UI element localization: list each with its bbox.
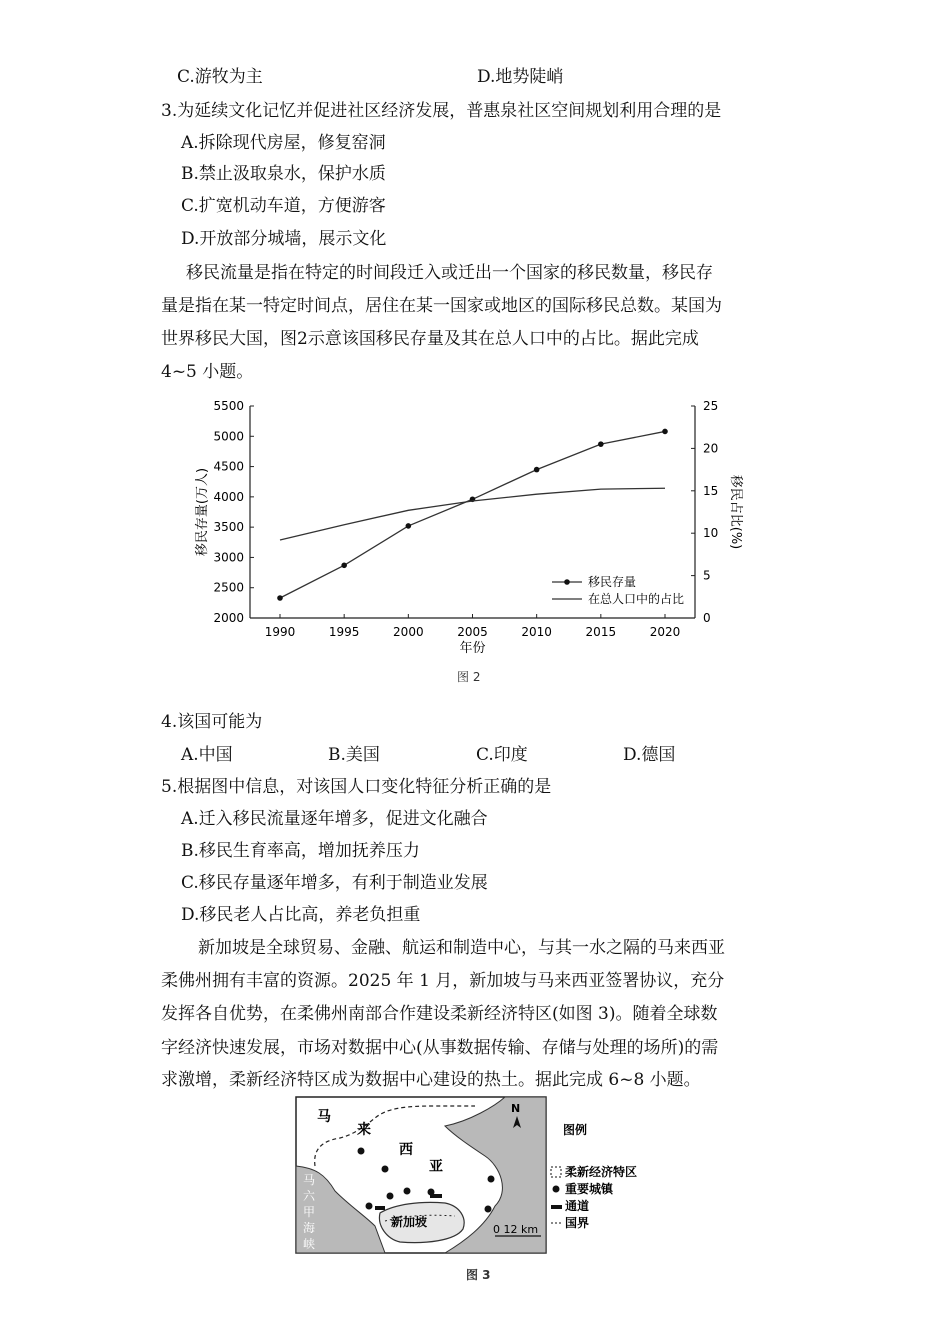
x-tick-label: 1995 [328, 625, 360, 639]
scale-label: 0 12 km [493, 1223, 539, 1236]
x-axis-label: 年份 [459, 641, 486, 656]
legend-label-stock: 移民存量 [588, 575, 637, 589]
data-point [662, 429, 668, 435]
y-left-tick-label: 5000 [213, 429, 244, 444]
q2-option-c: C.游牧为主 [177, 67, 263, 87]
passage2-line-3: 发挥各自优势，在柔佛州南部合作建设柔新经济特区(如图 3)。随着全球数 [161, 1004, 718, 1024]
legend-title: 图例 [563, 1123, 588, 1137]
map-label-xi: 西 [399, 1142, 413, 1158]
y-right-tick-label: 5 [703, 568, 711, 583]
y-left-tick-label: 4500 [213, 459, 244, 474]
legend-zone-icon [551, 1167, 561, 1177]
passage2-line-5: 求激增，柔新经济特区成为数据中心建设的热土。据此完成 6~8 小题。 [161, 1070, 701, 1090]
q3-option-a: A.拆除现代房屋，修复窑洞 [181, 133, 386, 153]
immigration-chart [180, 392, 743, 662]
legend-border: 国界 [565, 1216, 590, 1230]
x-tick-label: 1990 [264, 625, 296, 639]
legend-marker-stock [564, 579, 570, 585]
q4-option-c: C.印度 [476, 745, 528, 765]
y-left-tick-label: 3000 [213, 550, 244, 565]
q5-option-c: C.移民存量逐年增多，有利于制造业发展 [181, 873, 488, 893]
town-dot [404, 1188, 411, 1195]
y-left-tick-label: 2500 [213, 580, 244, 595]
series-line-在总人口中的占比 [280, 488, 665, 540]
q4-stem: 4.该国可能为 [161, 712, 263, 732]
q3-option-c: C.扩宽机动车道，方便游客 [181, 196, 386, 216]
legend-channel-icon [551, 1205, 562, 1209]
strait-label-4: 海 [303, 1221, 316, 1235]
legend-channel: 通道 [565, 1199, 590, 1213]
y-left-tick-label: 3500 [213, 520, 244, 535]
data-point [277, 595, 283, 601]
q2-option-d: D.地势陡峭 [477, 67, 564, 87]
y-right-tick-label: 15 [703, 483, 719, 498]
town-dot [382, 1166, 389, 1173]
strait-label-5: 峡 [303, 1237, 316, 1251]
q4-option-b: B.美国 [328, 745, 380, 765]
x-tick-label: 2020 [649, 625, 681, 639]
passage2-line-1: 新加坡是全球贸易、金融、航运和制造中心，与其一水之隔的马来西亚 [198, 938, 725, 958]
data-point [341, 563, 347, 569]
town-dot [488, 1176, 495, 1183]
strait-label-1: 马 [303, 1173, 316, 1187]
town-dot [485, 1206, 492, 1213]
figure3-caption: 图 3 [466, 1268, 491, 1282]
y-right-tick-label: 25 [703, 399, 719, 413]
x-tick-label: 2015 [585, 625, 617, 639]
figure2-caption: 图 2 [457, 670, 481, 684]
johor-singapore-map [295, 1096, 655, 1256]
q4-option-d: D.德国 [623, 745, 676, 765]
x-tick-label: 2000 [393, 625, 424, 639]
passage2-line-4: 字经济快速发展，市场对数据中心(从事数据传输、存储与处理的场所)的需 [161, 1038, 719, 1058]
legend-label-share: 在总人口中的占比 [588, 592, 685, 606]
series-line-移民存量 [280, 431, 665, 598]
passage1-line-4: 4~5 小题。 [161, 362, 254, 382]
map-label-ya: 亚 [429, 1159, 443, 1175]
y-left-tick-label: 4000 [213, 489, 244, 504]
q5-stem: 5.根据图中信息，对该国人口变化特征分析正确的是 [161, 777, 552, 797]
q5-option-b: B.移民生育率高，增加抚养压力 [181, 841, 420, 861]
strait-label-3: 甲 [303, 1205, 316, 1219]
data-point [598, 441, 604, 447]
y-right-axis-label: 移民占比(%) [728, 474, 743, 550]
map-label-ma: 马 [317, 1109, 331, 1125]
passage1-line-3: 世界移民大国，图2示意该国移民存量及其在总人口中的占比。据此完成 [161, 329, 699, 349]
data-point [534, 467, 540, 473]
causeway-west [375, 1206, 385, 1210]
data-point [406, 523, 412, 529]
y-right-tick-label: 0 [703, 611, 711, 625]
passage1-line-1: 移民流量是指在特定的时间段迁入或迁出一个国家的移民数量，移民存 [186, 263, 713, 283]
x-tick-label: 2005 [457, 625, 488, 639]
q3-option-d: D.开放部分城墙，展示文化 [181, 229, 387, 249]
y-left-tick-label: 5500 [213, 399, 244, 413]
y-right-tick-label: 10 [703, 526, 719, 541]
town-dot [428, 1189, 435, 1196]
singapore-label: 新加坡 [391, 1215, 428, 1229]
north-arrow-label: N [511, 1102, 521, 1115]
passage2-line-2: 柔佛州拥有丰富的资源。2025 年 1 月，新加坡与马来西亚签署协议，充分 [161, 971, 725, 991]
y-left-tick-label: 2000 [213, 611, 244, 625]
town-dot [358, 1148, 365, 1155]
legend-town: 重要城镇 [565, 1182, 614, 1196]
q5-option-d: D.移民老人占比高，养老负担重 [181, 905, 421, 925]
town-dot [366, 1203, 373, 1210]
legend-zone: 柔新经济特区 [565, 1165, 638, 1179]
x-tick-label: 2010 [521, 625, 552, 639]
q3-option-b: B.禁止汲取泉水，保护水质 [181, 164, 386, 184]
strait-label-2: 六 [303, 1189, 316, 1203]
town-dot [387, 1193, 394, 1200]
map-label-lai: 来 [357, 1122, 371, 1138]
q3-stem: 3.为延续文化记忆并促进社区经济发展，普惠泉社区空间规划利用合理的是 [161, 101, 722, 121]
y-right-tick-label: 20 [703, 441, 719, 456]
q5-option-a: A.迁入移民流量逐年增多，促进文化融合 [181, 809, 488, 829]
legend-town-icon [553, 1186, 560, 1193]
y-left-axis-label: 移民存量(万人) [195, 467, 210, 557]
q4-option-a: A.中国 [181, 745, 233, 765]
passage1-line-2: 量是指在某一特定时间点，居住在某一国家或地区的国际移民总数。某国为 [161, 296, 722, 316]
